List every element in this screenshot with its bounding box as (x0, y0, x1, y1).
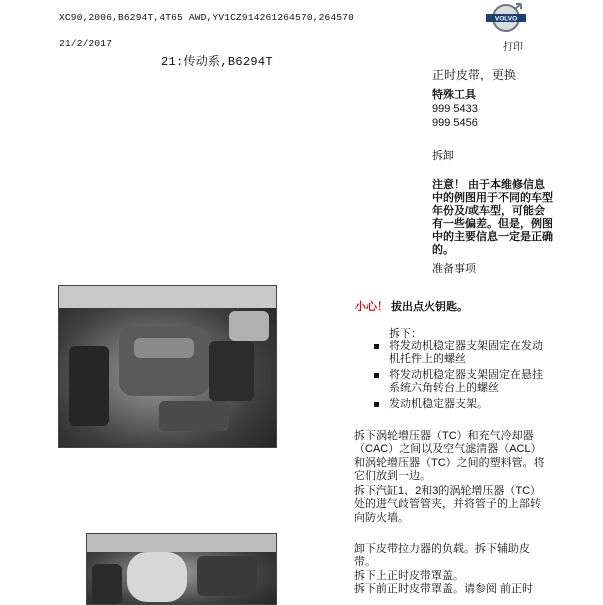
instruction-paragraph (354, 485, 559, 525)
tool-number: 999 5433 (432, 103, 478, 115)
note-line: 中的主要信息一定是正确 (432, 231, 553, 243)
list-item-line: 发动机稳定器支架。 (389, 398, 488, 410)
bullet-icon (374, 402, 379, 407)
tool-number: 999 5456 (432, 117, 478, 129)
engine-belt-photo (86, 533, 277, 605)
bullet-icon (374, 344, 379, 349)
removal-sub-label: 拆下： (389, 328, 422, 340)
paragraph-line: 它们放到一边。 (354, 469, 431, 482)
list-item-line: 将发动机稳定器支架固定在悬挂 (389, 369, 543, 381)
paragraph-line: 拆下前正时皮带罩盖。请参阅 前正时 (354, 582, 534, 595)
paragraph-line: 向防火墙。 (354, 511, 409, 524)
list-item (372, 398, 562, 411)
list-item-line: 将发动机稳定器支架固定在发动 (389, 340, 543, 352)
procedure-title: 正时皮带，更换 (432, 68, 517, 82)
paragraph-line: 带。 (354, 556, 376, 569)
paragraph-line: （CAC）之间以及空气滤清器（ACL） (354, 443, 542, 456)
paragraph-line: 拆下涡轮增压器（TC）和充气冷却器 (354, 430, 534, 442)
note-block (432, 179, 567, 257)
warning-text: 拔出点火钥匙。 (391, 301, 469, 313)
prep-label: 准备事项 (432, 263, 476, 275)
paragraph-line: 拆下上正时皮带罩盖。 (354, 569, 464, 582)
warning-box (355, 298, 468, 314)
volvo-logo (486, 3, 526, 33)
note-line: 的。 (432, 244, 454, 256)
bullet-icon (374, 373, 379, 378)
instruction-paragraph (354, 430, 559, 483)
section-title: 21:传动系,B6294T (161, 55, 273, 69)
document-date: 21/2/2017 (59, 38, 113, 49)
note-line: 有一些偏差。但是，例图 (432, 218, 553, 230)
logo-text: VOLVO (494, 15, 518, 23)
paragraph-line: 处的进气歧管管夹，并将管子的上部转 (354, 498, 541, 511)
note-line: 注意！ 由于本维修信息 (432, 179, 546, 191)
list-item-line: 机托件上的螺丝 (389, 353, 466, 365)
print-link[interactable]: 打印 (503, 42, 523, 53)
note-line: 中的例图用于不同的车型 (432, 192, 553, 204)
note-line: 年份及/或车型，可能会 (432, 205, 546, 217)
paragraph-line: 和涡轮增压器（TC）之间的塑料管。将 (354, 456, 545, 469)
paragraph-line: 拆下汽缸1、2和3的涡轮增压器（TC） (354, 485, 542, 497)
vehicle-info-line: XC90,2006,B6294T,4T65 AWD,YV1CZ914261264570,264570 (59, 12, 355, 23)
list-item (372, 340, 562, 366)
list-item (372, 369, 562, 395)
warning-label: 小心！ (355, 301, 388, 313)
engine-bay-photo (58, 285, 277, 448)
removal-label: 拆卸 (432, 150, 454, 162)
list-item-line: 系统六角转台上的螺丝 (389, 382, 499, 394)
removal-list (372, 340, 562, 414)
instruction-paragraph (354, 543, 559, 596)
special-tools-label: 特殊工具 (432, 89, 476, 101)
paragraph-line: 卸下皮带拉力器的负载。拆下辅助皮 (354, 543, 530, 555)
